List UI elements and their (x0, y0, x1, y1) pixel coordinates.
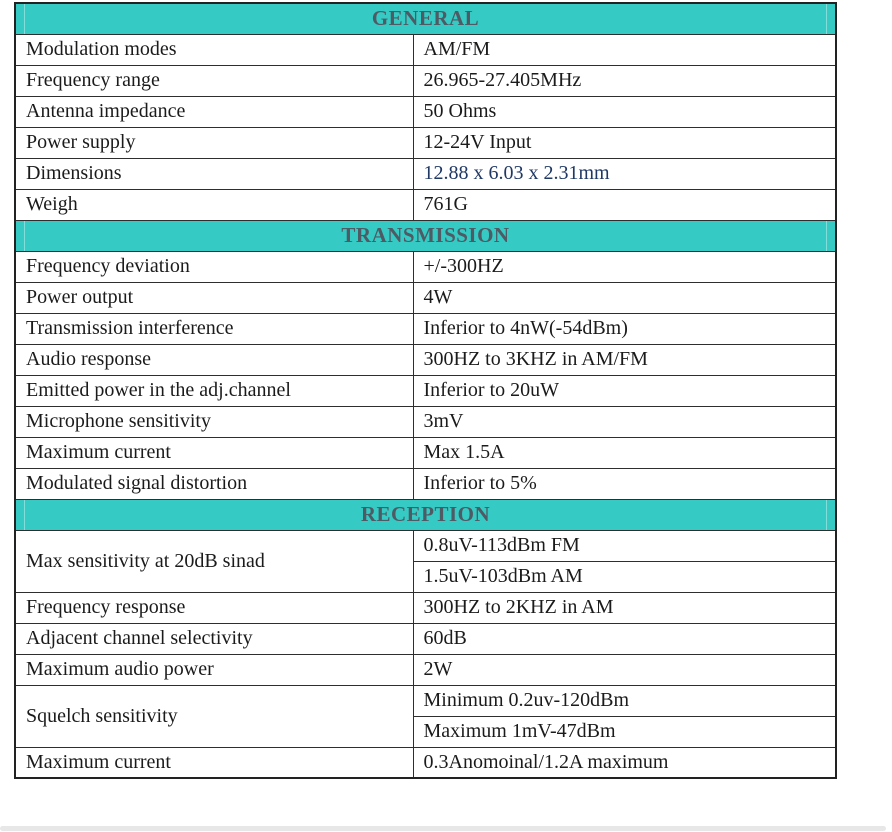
spec-label: Maximum audio power (15, 654, 413, 685)
spec-value: 2W (413, 654, 836, 685)
table-row (15, 654, 836, 685)
table-row (15, 127, 836, 158)
spec-label: Audio response (15, 344, 413, 375)
table-row (15, 96, 836, 127)
spec-label: Maximum current (15, 437, 413, 468)
spec-label: Modulation modes (15, 34, 413, 65)
table-row (15, 251, 836, 282)
section-title: GENERAL (15, 3, 836, 34)
spec-value: Max 1.5A (413, 437, 836, 468)
section-header-reception (15, 499, 836, 530)
spec-label: Modulated signal distortion (15, 468, 413, 499)
table-row (15, 344, 836, 375)
spec-value: 0.3Anomoinal/1.2A maximum (413, 747, 836, 778)
spec-label: Antenna impedance (15, 96, 413, 127)
table-row (15, 592, 836, 623)
spec-value: Inferior to 20uW (413, 375, 836, 406)
table-row (15, 530, 836, 561)
spec-value-dimensions: 12.88 x 6.03 x 2.31mm (413, 158, 836, 189)
spec-value: 300HZ to 3KHZ in AM/FM (413, 344, 836, 375)
table-row (15, 313, 836, 344)
spec-label: Squelch sensitivity (15, 685, 413, 747)
spec-value: Inferior to 4nW(-54dBm) (413, 313, 836, 344)
spec-label: Power supply (15, 127, 413, 158)
table-row (15, 468, 836, 499)
spec-value: 761G (413, 189, 836, 220)
section-title: RECEPTION (15, 499, 836, 530)
spec-value: Maximum 1mV-47dBm (413, 716, 836, 747)
table-row (15, 34, 836, 65)
section-title: TRANSMISSION (15, 220, 836, 251)
spec-label: Maximum current (15, 747, 413, 778)
spec-label: Max sensitivity at 20dB sinad (15, 530, 413, 592)
spec-label: Frequency deviation (15, 251, 413, 282)
table-row (15, 406, 836, 437)
table-row (15, 158, 836, 189)
spec-value: 300HZ to 2KHZ in AM (413, 592, 836, 623)
spec-value: 3mV (413, 406, 836, 437)
spec-value: 60dB (413, 623, 836, 654)
table-row (15, 282, 836, 313)
spec-label: Weigh (15, 189, 413, 220)
spec-label: Transmission interference (15, 313, 413, 344)
spec-value: 50 Ohms (413, 96, 836, 127)
spec-value: Minimum 0.2uv-120dBm (413, 685, 836, 716)
section-header-transmission (15, 220, 836, 251)
spec-label: Frequency range (15, 65, 413, 96)
spec-value: 4W (413, 282, 836, 313)
spec-label: Dimensions (15, 158, 413, 189)
section-header-general (15, 3, 836, 34)
spec-value: 12-24V Input (413, 127, 836, 158)
spec-label: Power output (15, 282, 413, 313)
spec-value: 0.8uV-113dBm FM (413, 530, 836, 561)
spec-value: 26.965-27.405MHz (413, 65, 836, 96)
spec-label: Frequency response (15, 592, 413, 623)
spec-value: Inferior to 5% (413, 468, 836, 499)
spec-label: Adjacent channel selectivity (15, 623, 413, 654)
table-row (15, 65, 836, 96)
table-row (15, 623, 836, 654)
spec-label: Microphone sensitivity (15, 406, 413, 437)
spec-label: Emitted power in the adj.channel (15, 375, 413, 406)
table-row (15, 747, 836, 778)
table-row (15, 685, 836, 716)
table-row (15, 437, 836, 468)
spec-value: AM/FM (413, 34, 836, 65)
spec-table (14, 2, 837, 779)
page-bottom-divider (0, 826, 886, 831)
spec-value: 1.5uV-103dBm AM (413, 561, 836, 592)
table-row (15, 375, 836, 406)
spec-value: +/-300HZ (413, 251, 836, 282)
table-row (15, 189, 836, 220)
